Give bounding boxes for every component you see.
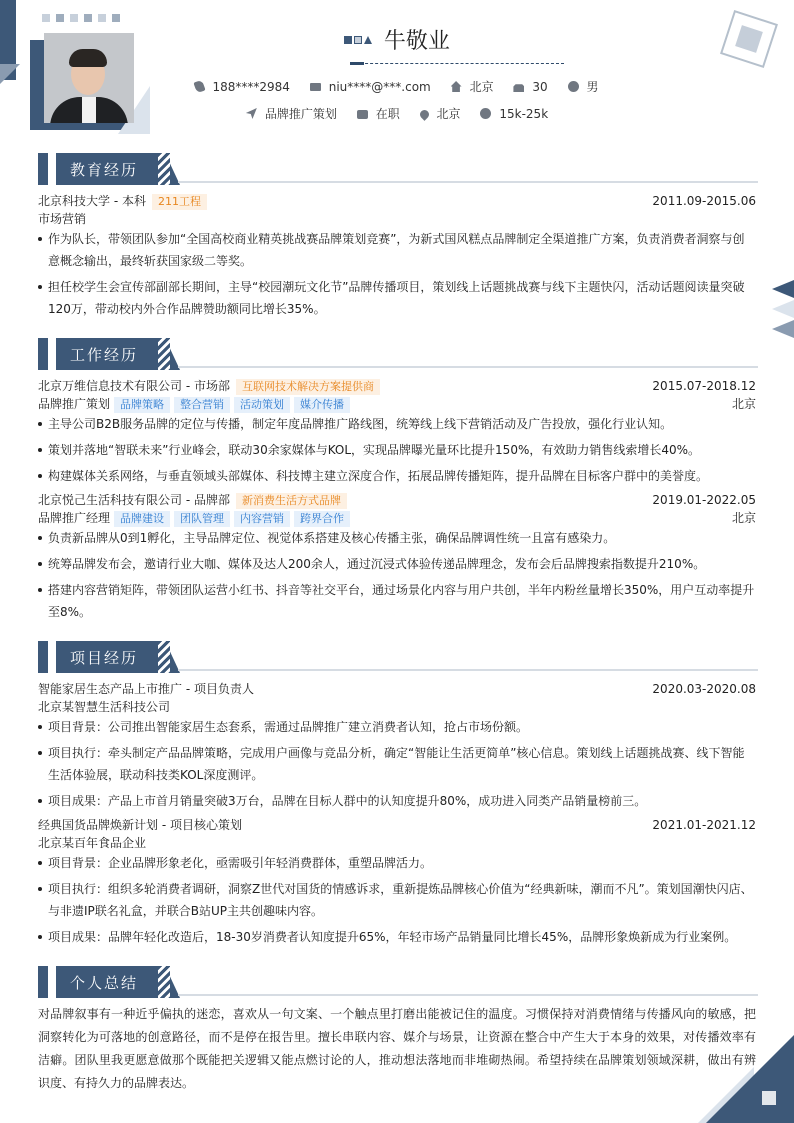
location-pin-icon — [418, 108, 431, 121]
section-header-summary — [38, 966, 758, 998]
work-role-row — [38, 509, 756, 527]
list-item: 负责新品牌从0到1孵化，主导品牌定位、视觉体系搭建及核心传播主张，确保品牌调性统一且富有感染力。 — [38, 527, 756, 549]
section-header-projects — [38, 641, 758, 673]
work-role-row — [38, 395, 756, 413]
company-badge: 互联网技术解决方案提供商 — [236, 379, 380, 395]
skill-tag: 媒介传播 — [294, 397, 350, 413]
list-item: 担任校学生会宣传部副部长期间，主导“校园潮玩文化节”品牌传播项目，策划线上话题挑战赛与线下主题快闪，活动话题阅读量突破120万，带动校内外合作品牌赞助额同比增长35%。 — [38, 276, 756, 320]
job-city: 北京 — [420, 105, 461, 122]
education-major: 市场营销 — [38, 212, 87, 226]
job-role: 品牌推广经理 — [38, 511, 111, 525]
gender-icon — [568, 81, 579, 92]
name-row — [0, 24, 794, 55]
work-company-row — [38, 377, 756, 395]
company-name: 北京悦己生活科技有限公司 - 品牌部 — [38, 493, 230, 507]
education-school-row — [38, 192, 756, 210]
contact-phone: 188****2984 — [195, 80, 289, 94]
home-icon — [451, 81, 462, 92]
school-name: 北京科技大学 - 本科 — [38, 194, 146, 208]
summary-text: 对品牌叙事有一种近乎偏执的迷恋，喜欢从一句文案、一个触点里打磨出能被记住的温度。习惯保持对消费情绪与传播风向的敏感，把洞察转化为可落地的创意路径，而不是停在报告里。擅长串联内容、媒介与场景，让资源在整合中产生大于本身的效果，对传播效率有洁癖。团队里我更愿意做那个既能把关逻辑又能点燃讨论的人，推动想法落地而非堆砌热闹。希望持续在品牌策划领域深耕，做出有辨识度、有持久力的品牌表达。 — [38, 1007, 756, 1090]
list-item: 统筹品牌发布会，邀请行业大咖、媒体及达人200余人，通过沉浸式体验传递品牌理念，发布会后品牌搜索指数提升210%。 — [38, 553, 756, 575]
mail-icon — [310, 83, 321, 91]
name-underline — [350, 63, 564, 64]
skill-tag: 活动策划 — [234, 397, 290, 413]
phone-icon — [194, 80, 206, 93]
job-role: 品牌推广策划 — [38, 397, 111, 411]
project-title-row — [38, 680, 756, 698]
project-title: 智能家居生态产品上市推广 - 项目负责人 — [38, 682, 254, 696]
job-intent-row — [0, 105, 794, 122]
work-period: 2019.01-2022.05 — [652, 493, 756, 507]
decor-right-arrows — [770, 280, 794, 340]
name-decor-icon — [344, 33, 374, 47]
work-company-row — [38, 491, 756, 509]
list-item: 项目背景：企业品牌形象老化，亟需吸引年轻消费群体，重塑品牌活力。 — [38, 852, 756, 874]
decor-squares — [42, 14, 142, 24]
contact-email: niu****@***.com — [310, 80, 431, 94]
list-item: 策划并落地“智联未来”行业峰会，联动30余家媒体与KOL，实现品牌曝光量环比提升150%，有效助力销售线索增长40%。 — [38, 439, 756, 461]
briefcase-icon — [357, 110, 368, 119]
list-item: 项目执行：牵头制定产品品牌策略，完成用户画像与竞品分析，确定“智能让生活更简单”核心信息。策划线上话题挑战赛、线下智能生活体验展，联动科技类KOL深度测评。 — [38, 742, 756, 786]
cake-icon — [513, 81, 524, 92]
section-header-education — [38, 153, 758, 185]
contact-city: 北京 — [451, 78, 494, 95]
section-header-work — [38, 338, 758, 370]
job-position: 品牌推广策划 — [246, 105, 337, 122]
project-org: 北京某智慧生活科技公司 — [38, 700, 171, 714]
skill-tag: 品牌建设 — [114, 511, 170, 527]
project-title-row — [38, 816, 756, 834]
list-item: 搭建内容营销矩阵，带领团队运营小红书、抖音等社交平台，通过场景化内容与用户共创，半年内粉丝量增长350%，用户互动率提升至8%。 — [38, 579, 756, 623]
list-item: 项目执行：组织多轮消费者调研，洞察Z世代对国货的情感诉求，重新提炼品牌核心价值为“经典新味，潮而不凡”。策划国潮快闪店、与非遗IP联名礼盒，并联合B站UP主共创趣味内容。 — [38, 878, 756, 922]
company-name: 北京万维信息技术有限公司 - 市场部 — [38, 379, 230, 393]
work-city: 北京 — [731, 397, 756, 411]
education-period: 2011.09-2015.06 — [652, 194, 756, 208]
skill-tag: 品牌策略 — [114, 397, 170, 413]
decor-bottom-square — [762, 1091, 776, 1105]
list-item: 构建媒体关系网络，与垂直领域头部媒体、科技博主建立深度合作，拓展品牌传播矩阵，提升品牌在目标客户群中的美誉度。 — [38, 465, 756, 487]
project-org: 北京某百年食品企业 — [38, 836, 147, 850]
project-title: 经典国货品牌焕新计划 - 项目核心策划 — [38, 818, 242, 832]
skill-tag: 团队管理 — [174, 511, 230, 527]
work-period: 2015.07-2018.12 — [652, 379, 756, 393]
job-salary: 15k-25k — [480, 107, 548, 121]
candidate-name: 牛敬业 — [383, 29, 450, 54]
work-city: 北京 — [731, 511, 756, 525]
skill-tag: 跨界合作 — [294, 511, 350, 527]
school-badge: 211工程 — [152, 194, 207, 210]
contact-row — [0, 78, 794, 95]
contact-age: 30 — [513, 80, 547, 94]
list-item: 项目成果：产品上市首月销量突破3万台，品牌在目标人群中的认知度提升80%，成功进入同类产品销量榜前三。 — [38, 790, 756, 812]
skill-tag: 内容营销 — [234, 511, 290, 527]
section-title: 个人总结 — [70, 974, 139, 992]
skill-tag: 整合营销 — [174, 397, 230, 413]
list-item: 作为队长，带领团队参加“全国高校商业精英挑战赛品牌策划竞赛”，为新式国风糕点品牌制定全渠道推广方案，负责消费者洞察与创意概念输出，最终斩获国家级二等奖。 — [38, 228, 756, 272]
list-item: 项目成果：品牌年轻化改造后，18-30岁消费者认知度提升65%，年轻市场产品销量同比增长45%，品牌形象焕新成为行业案例。 — [38, 926, 756, 948]
project-period: 2020.03-2020.08 — [652, 682, 756, 696]
contact-gender: 男 — [568, 78, 599, 95]
section-title: 工作经历 — [70, 346, 139, 364]
salary-icon — [480, 108, 491, 119]
section-title: 教育经历 — [70, 161, 139, 179]
section-title: 项目经历 — [70, 649, 139, 667]
company-badge: 新消费生活方式品牌 — [236, 493, 347, 509]
list-item: 主导公司B2B服务品牌的定位与传播，制定年度品牌推广路线图，统筹线上线下营销活动及广告投放，强化行业认知。 — [38, 413, 756, 435]
send-icon — [246, 108, 257, 119]
list-item: 项目背景：公司推出智能家居生态套系，需通过品牌推广建立消费者认知，抢占市场份额。 — [38, 716, 756, 738]
project-period: 2021.01-2021.12 — [652, 818, 756, 832]
job-status: 在职 — [357, 105, 400, 122]
